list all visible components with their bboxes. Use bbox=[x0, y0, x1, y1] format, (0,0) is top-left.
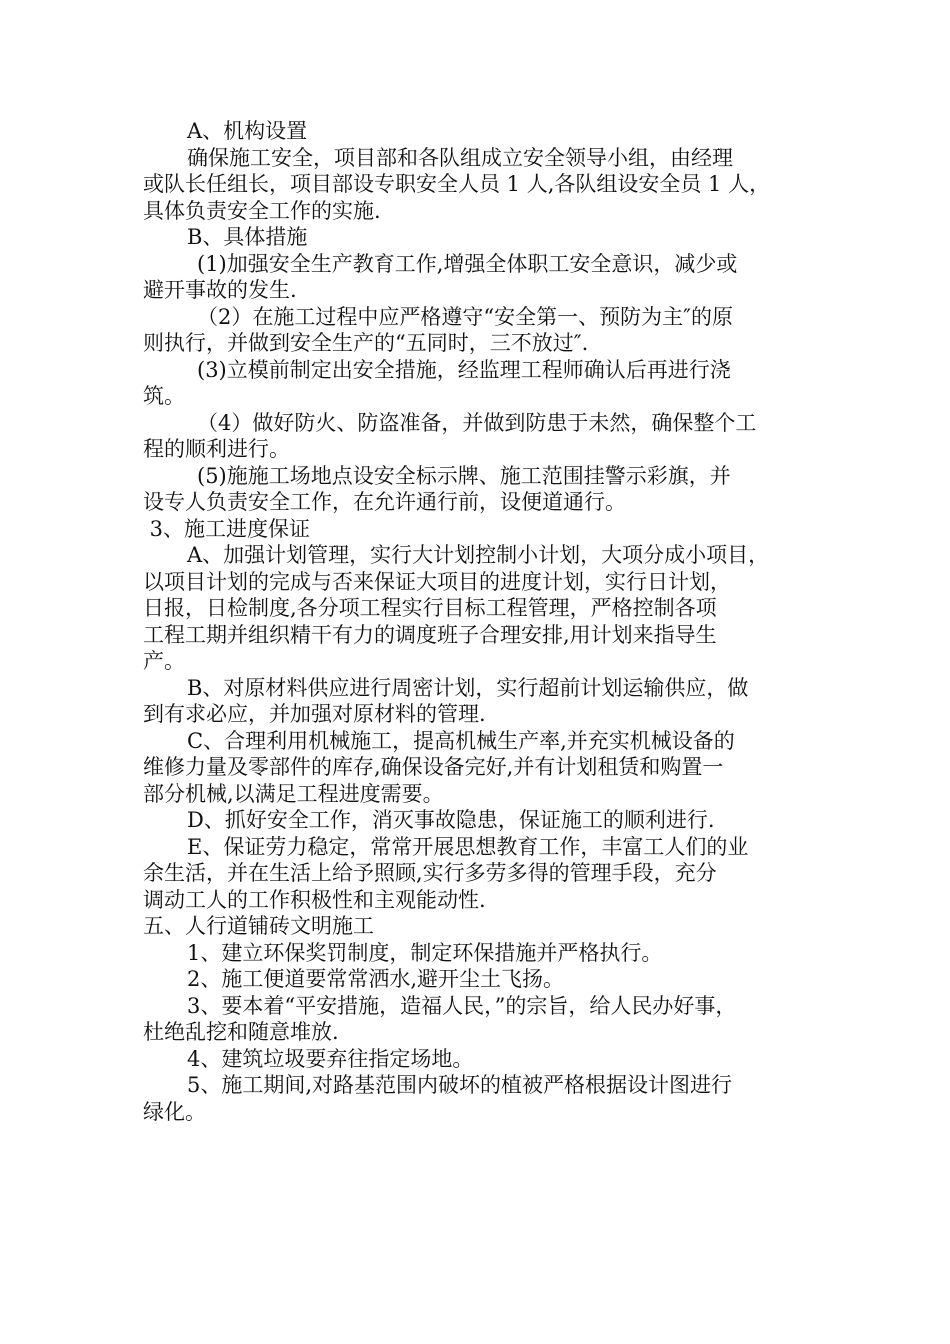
paragraph-line: (3)立模前制定出安全措施，经监理工程师确认后再进行浇 bbox=[197, 357, 731, 382]
paragraph-line: 工程工期并组织精干有力的调度班子合理安排,用计划来指导生 bbox=[143, 622, 717, 647]
paragraph-line: 余生活，并在生活上给予照顾,实行多劳多得的管理手段，充分 bbox=[143, 861, 717, 885]
paragraph-line: 程的顺利进行。 bbox=[143, 437, 290, 461]
paragraph-line: B、具体措施 bbox=[187, 225, 308, 249]
paragraph-line: B、对原材料供应进行周密计划，实行超前计划运输供应，做 bbox=[187, 675, 749, 700]
list-item: 5、施工期间,对路基范围内破坏的植被严格根据设计图进行 bbox=[187, 1073, 733, 1097]
paragraph-line: 以项目计划的完成与否来保证大项目的进度计划，实行日计划， bbox=[143, 569, 731, 594]
section-heading: 五、人行道铺砖文明施工 bbox=[143, 914, 374, 938]
paragraph-line: (1)加强安全生产教育工作,增强全体职工安全意识，减少或 bbox=[197, 251, 738, 276]
list-item: 3、要本着“平安措施，造福人民，”的宗旨，给人民办好事， bbox=[187, 993, 737, 1018]
paragraph-line: 或队长任组长，项目部设专职安全人员 1 人,各队组设安全员 1 人， bbox=[143, 172, 771, 196]
list-item-continuation: 杜绝乱挖和随意堆放. bbox=[143, 1020, 339, 1044]
list-item-continuation: 绿化。 bbox=[143, 1099, 206, 1124]
paragraph-line: 则执行，并做到安全生产的“五同时，三不放过″. bbox=[143, 331, 589, 355]
paragraph-line: （4）做好防火、防盗准备，并做到防患于未然，确保整个工 bbox=[197, 410, 757, 435]
paragraph-line: (5)施施工场地点设安全标示牌、施工范围挂警示彩旗，并 bbox=[197, 463, 731, 488]
section-heading: 3、施工进度保证 bbox=[143, 516, 311, 541]
paragraph-line: A、机构设置 bbox=[187, 119, 308, 143]
list-item: 2、施工便道要常常洒水,避开尘土飞扬。 bbox=[187, 967, 565, 991]
paragraph-line: 维修力量及零部件的库存,确保设备完好,并有计划租赁和购置一 bbox=[143, 755, 724, 779]
paragraph-line: 确保施工安全，项目部和各队组成立安全领导小组，由经理 bbox=[187, 145, 733, 170]
paragraph-line: 筑。 bbox=[143, 384, 185, 408]
document-body bbox=[143, 118, 811, 1125]
paragraph-line: 产。 bbox=[143, 649, 185, 673]
list-item: 1、建立环保奖罚制度，制定环保措施并严格执行。 bbox=[187, 940, 663, 965]
paragraph-line: A、加强计划管理，实行大计划控制小计划，大项分成小项目， bbox=[187, 543, 770, 567]
paragraph-line: C、合理利用机械施工，提高机械生产率,并充实机械设备的 bbox=[187, 728, 735, 753]
paragraph-line: 具体负责安全工作的实施. bbox=[143, 198, 381, 223]
paragraph-line: 避开事故的发生. bbox=[143, 278, 297, 302]
paragraph-line: 到有求必应，并加强对原材料的管理. bbox=[143, 702, 486, 726]
paragraph-line: 日报，日检制度,各分项工程实行目标工程管理，严格控制各项 bbox=[143, 596, 717, 620]
paragraph-line: 部分机械,以满足工程进度需要。 bbox=[143, 781, 444, 806]
paragraph-line: 调动工人的工作积极性和主观能动性. bbox=[143, 887, 486, 912]
paragraph-line: （2）在施工过程中应严格遵守“安全第一、预防为主″的原 bbox=[197, 304, 733, 329]
paragraph-line: 设专人负责安全工作，在允许通行前，设便道通行。 bbox=[143, 490, 626, 514]
list-item: 4、建筑垃圾要弃往指定场地。 bbox=[187, 1046, 474, 1071]
paragraph-line: D、抓好安全工作，消灭事故隐患，保证施工的顺利进行. bbox=[187, 808, 715, 832]
paragraph-line: E、保证劳力稳定，常常开展思想教育工作，丰富工人们的业 bbox=[187, 834, 749, 859]
